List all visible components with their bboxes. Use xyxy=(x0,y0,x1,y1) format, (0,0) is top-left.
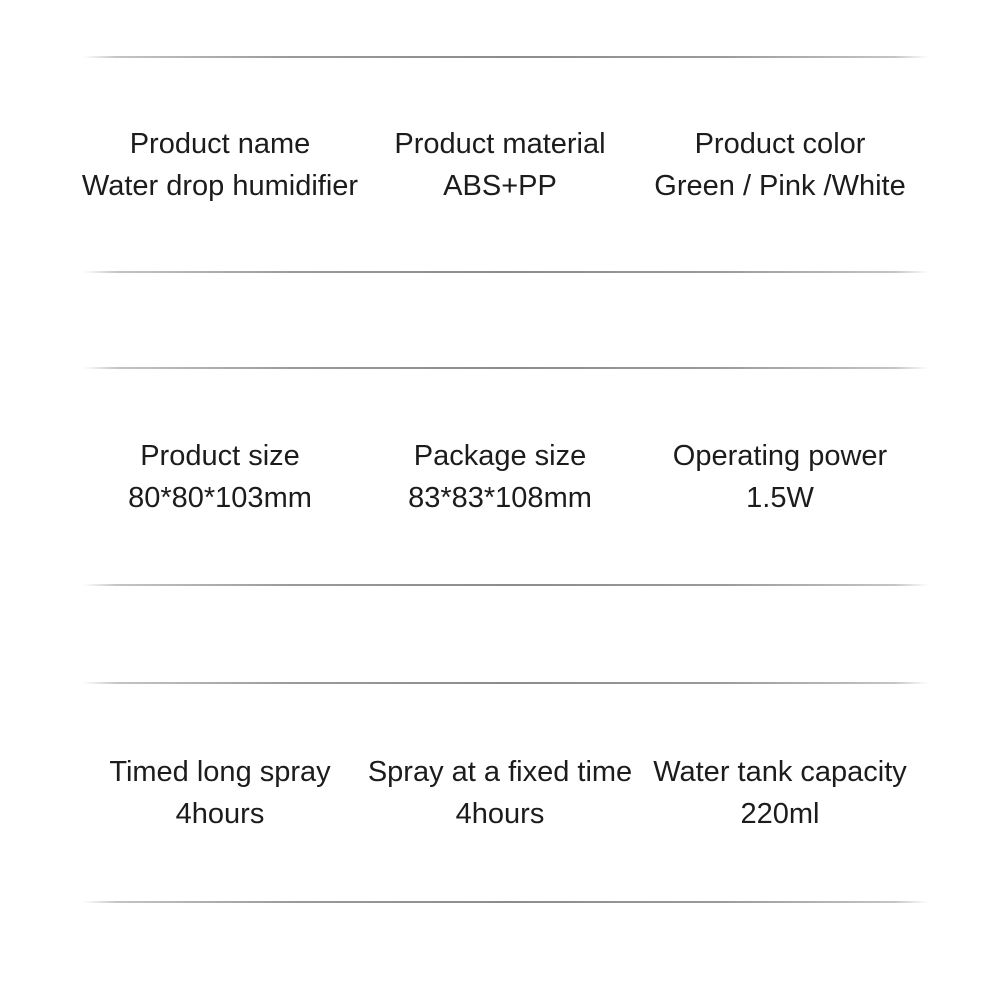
spec-value: 83*83*108mm xyxy=(408,481,592,514)
spec-cell-product-color xyxy=(640,57,920,272)
spec-cell-operating-power xyxy=(640,368,920,585)
spec-row-1 xyxy=(80,57,920,272)
spec-label: Timed long spray xyxy=(109,755,331,788)
spec-value: 1.5W xyxy=(746,481,814,514)
spec-value: 220ml xyxy=(740,797,820,830)
spec-label: Product material xyxy=(394,127,606,160)
spec-row-3 xyxy=(80,683,920,902)
spec-value: ABS+PP xyxy=(443,169,557,202)
spec-value: 4hours xyxy=(175,797,265,830)
spec-value: Water drop humidifier xyxy=(81,169,359,202)
spec-cell-water-tank-capacity xyxy=(640,683,920,902)
spec-cell-product-name xyxy=(80,57,360,272)
spec-label: Product color xyxy=(694,127,866,160)
spec-cell-spray-fixed-time xyxy=(360,683,640,902)
spec-cell-package-size xyxy=(360,368,640,585)
spec-row-2 xyxy=(80,368,920,585)
spec-cell-product-size xyxy=(80,368,360,585)
spec-label: Operating power xyxy=(672,439,888,472)
spec-value: 80*80*103mm xyxy=(128,481,312,514)
spec-label: Water tank capacity xyxy=(653,755,907,788)
spec-label: Spray at a fixed time xyxy=(367,755,633,788)
spec-cell-product-material xyxy=(360,57,640,272)
spec-value: 4hours xyxy=(455,797,545,830)
spec-label: Product name xyxy=(129,127,311,160)
spec-label: Product size xyxy=(140,439,300,472)
spec-label: Package size xyxy=(413,439,587,472)
spec-value: Green / Pink /White xyxy=(654,169,906,202)
spec-cell-timed-long-spray xyxy=(80,683,360,902)
